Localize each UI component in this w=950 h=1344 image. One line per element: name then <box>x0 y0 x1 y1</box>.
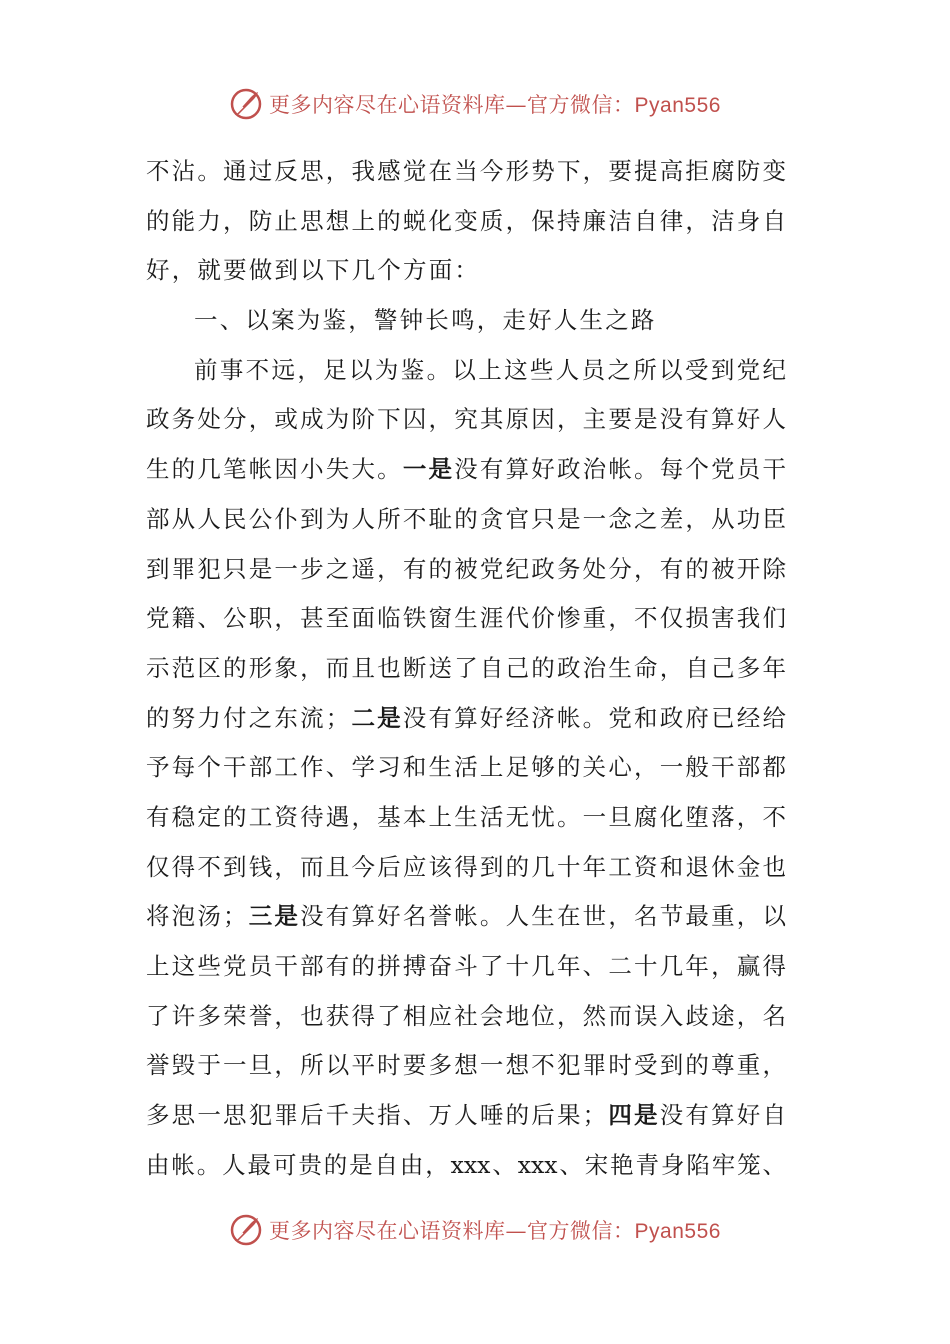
paragraph-line: 部从人民公仆到为人所不耻的贪官只是一念之差，从功臣 <box>146 504 786 533</box>
emphasis-text: 三是 <box>246 902 301 931</box>
paragraph-line: 上这些党员干部有的拼搏奋斗了十几年、二十几年，赢得 <box>146 952 786 980</box>
paragraph-line: 多思一思犯罪后千夫指、万人唾的后果；四是没有算好自 <box>146 1101 786 1130</box>
paragraph-line: 生的几笔帐因小失大。一是没有算好政治帐。每个党员干 <box>146 455 786 484</box>
banner-text: 更多内容尽在心语资料库—官方微信：Pyan556 <box>269 1219 721 1243</box>
paragraph-line: 的能力，防止思想上的蜕化变质，保持廉洁自律，洁身自 <box>146 206 786 235</box>
paragraph-line: 政务处分，或成为阶下囚，究其原因，主要是没有算好人 <box>146 405 786 434</box>
document-body <box>146 147 786 1190</box>
footer-watermark-banner <box>0 1210 950 1250</box>
paragraph-line: 的努力付之东流；二是没有算好经济帐。党和政府已经给 <box>146 703 786 732</box>
section-heading: 一、以案为鉴，警钟长鸣，走好人生之路 <box>194 306 657 335</box>
paragraph-line: 由帐。人最可贵的是自由，xxx、xxx、宋艳青身陷牢笼、 <box>146 1150 786 1179</box>
paragraph-line: 将泡汤；三是没有算好名誉帐。人生在世，名节最重，以 <box>146 902 786 931</box>
paragraph-line: 党籍、公职，甚至面临铁窗生涯代价惨重，不仅损害我们 <box>146 604 786 633</box>
banner-text: 更多内容尽在心语资料库—官方微信：Pyan556 <box>269 93 721 117</box>
paragraph-line: 仅得不到钱，而且今后应该得到的几十年工资和退休金也 <box>146 852 786 881</box>
paragraph-line: 示范区的形象，而且也断送了自己的政治生命，自己多年 <box>146 653 786 682</box>
paragraph-line: 了许多荣誉，也获得了相应社会地位，然而误入歧途，名 <box>146 1001 786 1030</box>
paragraph-line: 有稳定的工资待遇，基本上生活无忧。一旦腐化堕落，不 <box>146 802 786 831</box>
quill-pen-icon <box>229 87 263 121</box>
paragraph-line: 予每个干部工作、学习和生活上足够的关心，一般干部都 <box>146 753 786 782</box>
paragraph-line: 不沾。通过反思，我感觉在当今形势下，要提高拒腐防变 <box>146 157 786 185</box>
emphasis-text: 四是 <box>606 1101 660 1130</box>
paragraph-line: 到罪犯只是一步之遥，有的被党纪政务处分，有的被开除 <box>146 554 786 583</box>
header-watermark-banner <box>0 84 950 124</box>
paragraph-line: 前事不远，足以为鉴。以上这些人员之所以受到党纪 <box>194 355 786 384</box>
emphasis-text: 一是 <box>402 455 455 484</box>
emphasis-text: 二是 <box>349 703 403 732</box>
paragraph-line: 好，就要做到以下几个方面： <box>146 256 481 285</box>
quill-pen-icon <box>229 1213 263 1247</box>
paragraph-line: 誉毁于一旦，所以平时要多想一想不犯罪时受到的尊重， <box>146 1051 786 1080</box>
